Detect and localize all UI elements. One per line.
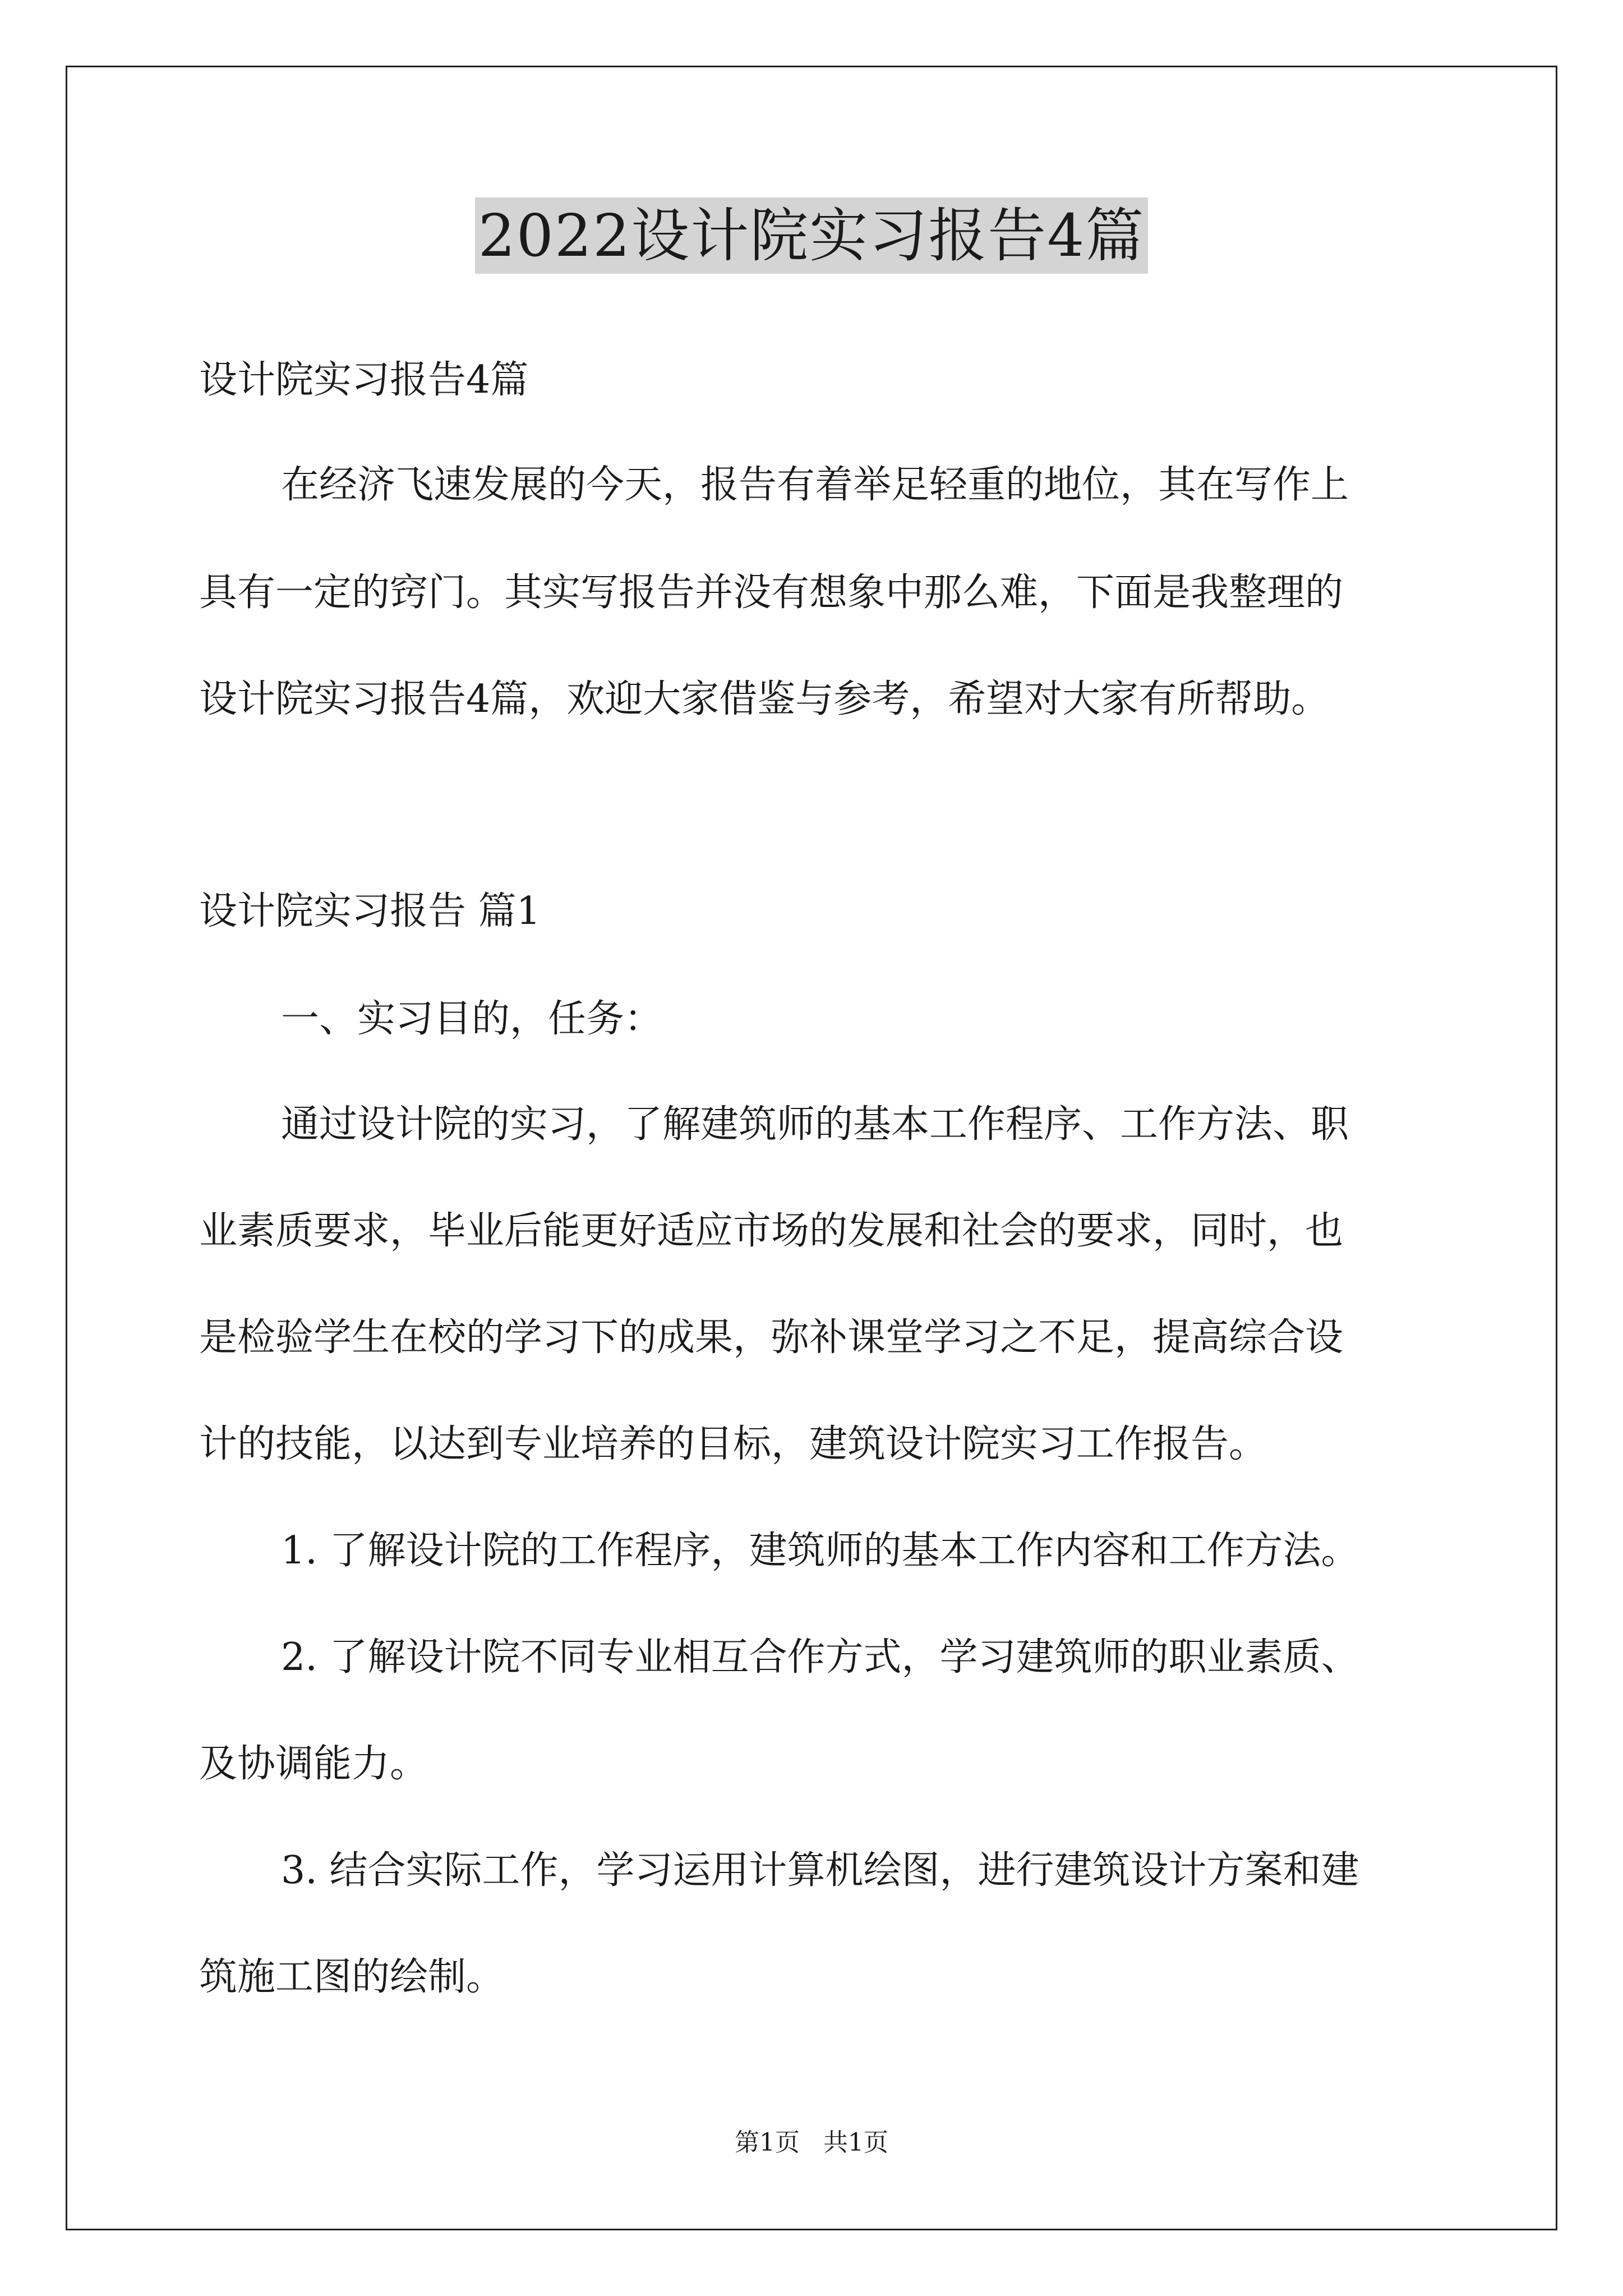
list-item-1: 1. 了解设计院的工作程序，建筑师的基本工作内容和工作方法。 (281, 1529, 1359, 1573)
intro-line-3: 设计院实习报告4篇，欢迎大家借鉴与参考，希望对大家有所帮助。 (199, 677, 1330, 721)
document-title: 2022设计院实习报告4篇 (475, 197, 1149, 274)
page-footer: 第1页 共1页 (735, 2128, 888, 2157)
list-item-2-line-2: 及协调能力。 (199, 1742, 428, 1786)
subheading: 一、实习目的，任务： (281, 997, 663, 1041)
section-heading: 设计院实习报告 篇1 (199, 889, 541, 933)
paragraph-line-1: 通过设计院的实习，了解建筑师的基本工作程序、工作方法、职 (281, 1102, 1349, 1147)
list-item-3-line-2: 筑施工图的绘制。 (199, 1955, 505, 1999)
paragraph-line-4: 计的技能，以达到专业培养的目标，建筑设计院实习工作报告。 (199, 1422, 1267, 1466)
list-item-2-line-1: 2. 了解设计院不同专业相互合作方式，学习建筑师的职业素质、 (281, 1635, 1359, 1680)
subtitle: 设计院实习报告4篇 (199, 358, 529, 402)
list-item-3-line-1: 3. 结合实际工作，学习运用计算机绘图，进行建筑设计方案和建 (281, 1848, 1359, 1893)
intro-line-1: 在经济飞速发展的今天，报告有着举足轻重的地位，其在写作上 (281, 463, 1349, 507)
paragraph-line-2: 业素质要求，毕业后能更好适应市场的发展和社会的要求，同时，也 (199, 1209, 1344, 1253)
intro-line-2: 具有一定的窍门。其实写报告并没有想象中那么难，下面是我整理的 (199, 570, 1344, 615)
paragraph-line-3: 是检验学生在校的学习下的成果，弥补课堂学习之不足，提高综合设 (199, 1315, 1344, 1360)
title-container (0, 197, 1623, 274)
